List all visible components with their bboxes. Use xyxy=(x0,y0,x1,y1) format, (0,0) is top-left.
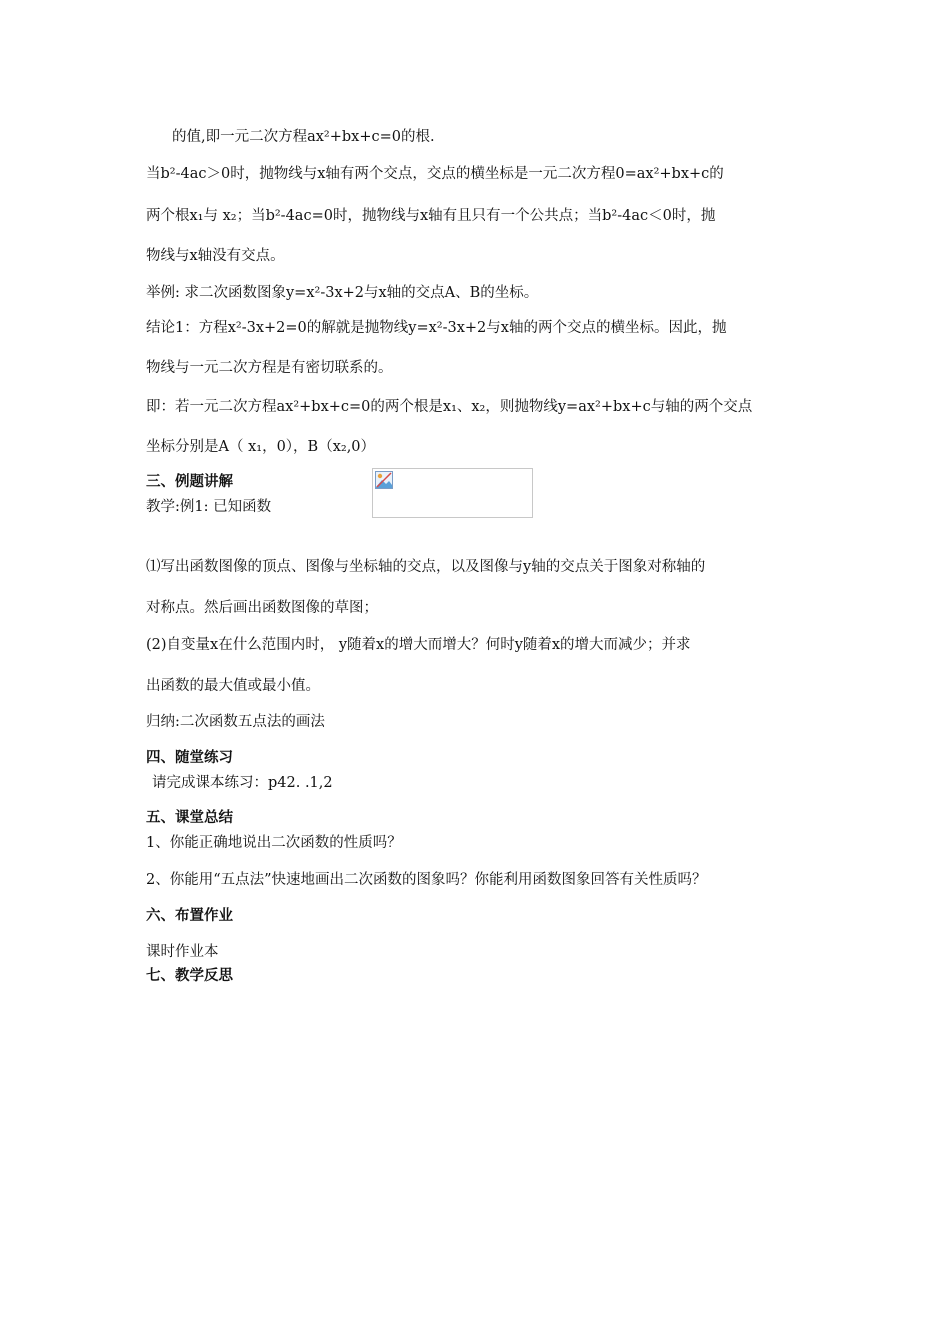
section7-heading: 七、教学反思 xyxy=(146,968,233,984)
section5-heading: 五、课堂总结 xyxy=(146,810,233,826)
summary-item-1: 1、你能正确地说出二次函数的性质吗？ xyxy=(146,835,402,851)
question-1-line-2: 对称点。然后画出函数图像的草图； xyxy=(146,600,378,616)
image-placeholder xyxy=(372,468,533,518)
question-2-line-2: 出函数的最大值或最小值。 xyxy=(146,678,320,694)
question-1-line-1: ⑴写出函数图像的顶点、图像与坐标轴的交点，以及图像与y轴的交点关于图象对称轴的 xyxy=(146,559,706,575)
p1-text: 当b²-4ac＞0时，抛物线与x轴有两个交点，交点的横坐标是一元二次方程0=ax²+bx+c的 xyxy=(146,166,724,182)
intro-line: 的值,即一元二次方程ax²+bx+c=0的根. xyxy=(172,129,435,145)
conclusion-line-2: 物线与一元二次方程是有密切联系的。 xyxy=(146,360,393,376)
p1-line-2: 两个根x₁与 x₂；当b²-4ac=0时，抛物线与x轴有且只有一个公共点；当b²-4ac＜0时，抛 xyxy=(146,208,716,224)
example-line: 举例: 求二次函数图象y=x²-3x+2与x轴的交点A、B的坐标。 xyxy=(146,285,539,301)
broken-image-icon xyxy=(375,471,393,489)
question-2-line-1: (2)自变量x在什么范围内时， y随着x的增大而增大？何时y随着x的增大而减少；并求 xyxy=(146,637,691,653)
section3-heading: 三、例题讲解 xyxy=(146,474,233,490)
conclusion-line-1: 结论1：方程x²-3x+2=0的解就是抛物线y=x²-3x+2与x轴的两个交点的横坐标。因此，抛 xyxy=(146,320,727,336)
section6-line: 课时作业本 xyxy=(146,944,219,960)
that-is-line-1: 即：若一元二次方程ax²+bx+c=0的两个根是x₁、x₂，则抛物线y=ax²+bx+c与轴的两个交点 xyxy=(146,399,753,415)
summary-line: 归纳:二次函数五点法的画法 xyxy=(146,714,325,730)
summary-item-2: 2、你能用“五点法”快速地画出二次函数的图象吗？你能利用函数图象回答有关性质吗？ xyxy=(146,872,707,888)
section6-heading: 六、布置作业 xyxy=(146,908,233,924)
section4-line: 请完成课本练习：p42. .1,2 xyxy=(152,775,333,791)
p1-line-3: 物线与x轴没有交点。 xyxy=(146,248,285,264)
section4-heading: 四、随堂练习 xyxy=(146,750,233,766)
that-is-line-2: 坐标分别是A（ x₁，0），B（x₂,0） xyxy=(146,439,376,455)
p1-line-1 xyxy=(146,164,806,184)
section3-line: 教学:例1: 已知函数 xyxy=(146,499,272,515)
